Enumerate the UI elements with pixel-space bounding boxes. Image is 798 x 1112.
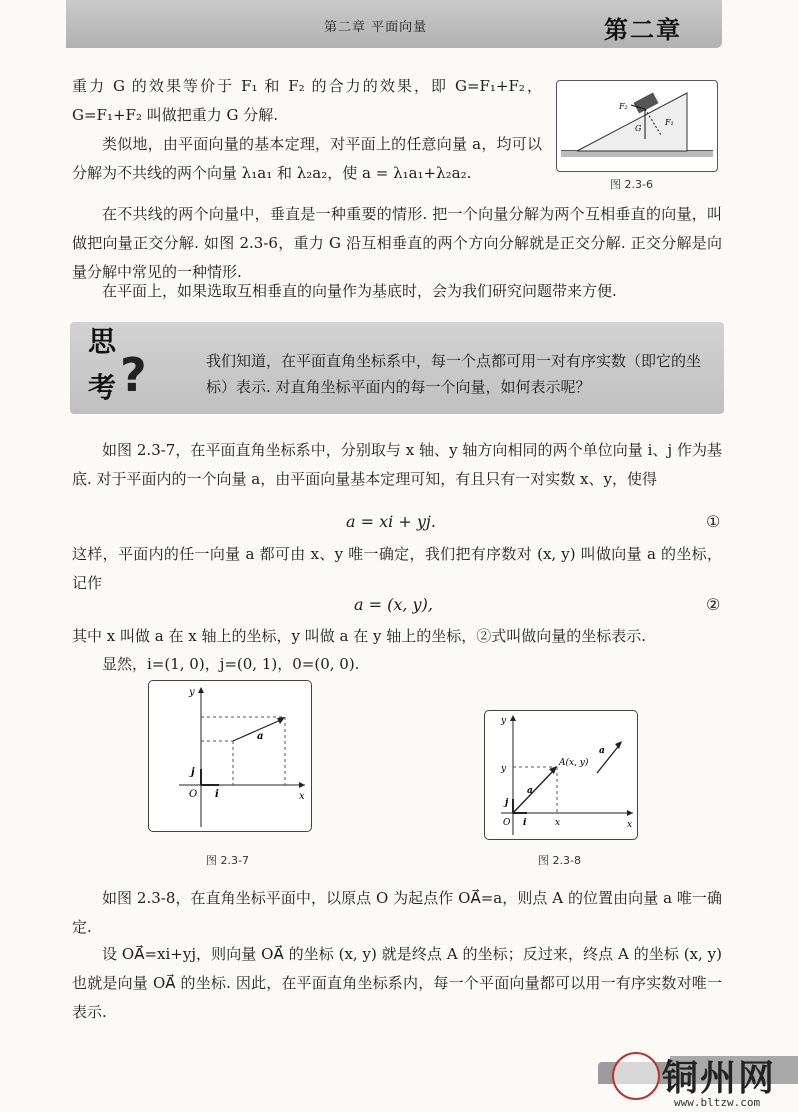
paragraph-8: 显然，i=(1, 0)，j=(0, 1)，0=(0, 0). <box>102 655 360 673</box>
vector-oa-label: a <box>527 786 533 796</box>
label-f1: F₁ <box>665 118 674 127</box>
axis-label-y: y <box>189 687 195 698</box>
incline-diagram <box>557 81 717 171</box>
unit-vector-j-label: j <box>191 767 195 778</box>
tick-label-y: y <box>501 764 507 774</box>
label-g: G <box>635 124 642 133</box>
figure-2-3-7 <box>148 680 312 832</box>
question-mark-icon: ? <box>120 348 147 402</box>
paragraph-1: 重力 G 的效果等价于 F₁ 和 F₂ 的合力的效果，即 G=F₁+F₂，G=F₁+F₂ 叫做把重力 G 分解. <box>72 77 542 124</box>
think-logo <box>80 318 160 412</box>
think-box <box>70 322 724 414</box>
chapter-title: 第二章 <box>604 16 682 44</box>
figure-2-3-6 <box>556 80 718 172</box>
paragraph-9: 如图 2.3-8，在直角坐标平面中，以原点 O 为起点作 OA⃗=a，则点 A 的位置由向量 a 唯一确定. <box>72 889 722 936</box>
vector-a-label: a <box>599 746 605 756</box>
figure-caption-2-3-8: 图 2.3-8 <box>538 854 581 867</box>
unit-vector-i-label: i <box>523 818 527 828</box>
position-vector-diagram <box>485 711 637 839</box>
chapter-subtitle: 第二章 平面向量 <box>324 20 428 35</box>
unit-vector-j-label: j <box>505 798 509 808</box>
tick-label-x: x <box>555 818 561 828</box>
paragraph-7: 其中 x 叫做 a 在 x 轴上的坐标，y 叫做 a 在 y 轴上的坐标，②式叫做向量的坐标表示. <box>72 627 646 645</box>
chapter-header-bar <box>66 0 722 48</box>
formula-1: a = xi + yj. <box>346 512 436 531</box>
formula-2: a = (x, y), <box>354 595 433 614</box>
think-char-si: 思 <box>88 325 117 358</box>
paragraph-2: 类似地，由平面向量的基本定理，对平面上的任意向量 a，均可以分解为不共线的两个向量 λ₁a₁ 和 λ₂a₂，使 a = λ₁a₁+λ₂a₂. <box>72 135 542 182</box>
label-f2: F₂ <box>619 102 628 111</box>
axis-label-x: x <box>299 791 305 802</box>
watermark-logo: 铜州网 <box>662 1058 777 1099</box>
origin-label: O <box>503 818 511 828</box>
think-box-text: 我们知道，在平面直角坐标系中，每一个点都可用一对有序实数（即它的坐标）表示. 对直角坐标平面内的每一个向量，如何表示呢？ <box>206 352 702 396</box>
paragraph-4: 在平面上，如果选取互相垂直的向量作为基底时，会为我们研究问题带来方便. <box>102 282 617 300</box>
origin-label: O <box>189 789 198 800</box>
paragraph-6: 这样，平面内的任一向量 a 都可由 x、y 唯一确定，我们把有序数对 (x, y) 叫做向量 a 的坐标，记作 <box>72 545 722 592</box>
figure-2-3-8 <box>484 710 638 840</box>
axis-label-y: y <box>501 716 507 726</box>
figure-caption-2-3-6: 图 2.3-6 <box>610 178 653 191</box>
figure-caption-2-3-7: 图 2.3-7 <box>206 854 249 867</box>
vector-a-label: a <box>257 731 264 742</box>
equation-number-1: ① <box>706 512 721 531</box>
equation-number-2: ② <box>706 595 721 614</box>
think-char-kao: 考 <box>88 371 117 404</box>
coordinate-vector-diagram <box>149 681 311 831</box>
paragraph-5: 如图 2.3-7，在平面直角坐标系中，分别取与 x 轴、y 轴方向相同的两个单位向量 i、j 作为基底. 对于平面内的一个向量 a，由平面向量基本定理可知，有且只有一对实数 x、y，使得 <box>72 441 722 488</box>
unit-vector-i-label: i <box>215 789 219 800</box>
axis-label-x: x <box>627 820 633 830</box>
point-a-label: A(x, y) <box>559 758 589 768</box>
paragraph-3: 在不共线的两个向量中，垂直是一种重要的情形. 把一个向量分解为两个互相垂直的向量，叫做把向量正交分解. 如图 2.3-6，重力 G 沿互相垂直的两个方向分解就是正交分解. 正交分解是向量分解中常见的一种情形. <box>72 205 722 281</box>
paragraph-10: 设 OA⃗=xi+yj，则向量 OA⃗ 的坐标 (x, y) 就是终点 A 的坐标；反过来，终点 A 的坐标 (x, y) 也就是向量 OA⃗ 的坐标. 因此，在平面直角坐标系内，每一个平面向量都可以用一有序实数对唯一表示. <box>72 945 722 1021</box>
watermark-seal-icon <box>612 1052 660 1100</box>
watermark-url: www.bltzw.com <box>674 1096 761 1109</box>
